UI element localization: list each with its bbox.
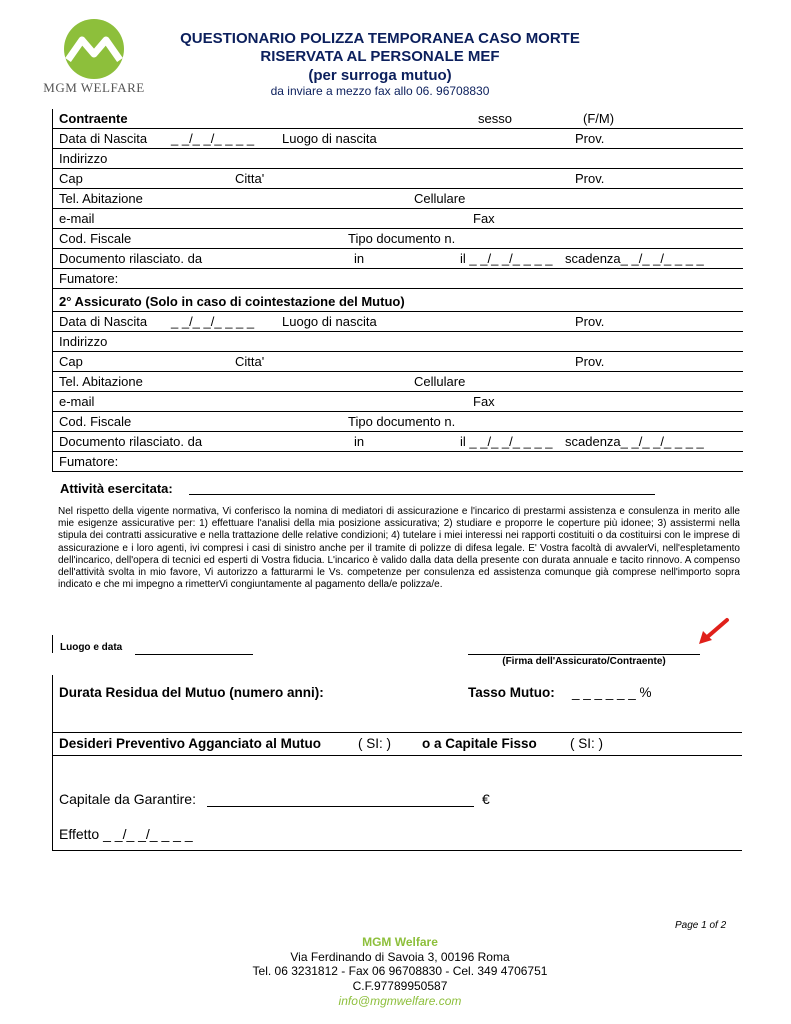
prov-label: Prov. xyxy=(575,354,605,369)
document-row xyxy=(53,249,743,269)
doc-date-field[interactable]: il _ _/_ _/_ _ _ _ xyxy=(460,251,553,266)
sesso-label: sesso xyxy=(478,111,512,126)
place-date-field[interactable] xyxy=(135,654,253,655)
address-label: Indirizzo xyxy=(59,151,108,166)
birth-row xyxy=(53,312,743,332)
expiry-field[interactable]: scadenza_ _/_ _/_ _ _ _ xyxy=(565,251,704,266)
email-row xyxy=(53,209,743,229)
home-phone-label: Tel. Abitazione xyxy=(59,191,143,206)
fiscal-code-label: Cod. Fiscale xyxy=(59,414,132,429)
fixed-capital-checkbox[interactable]: ( SI: ) xyxy=(570,736,603,751)
quote-label: Desideri Preventivo Agganciato al Mutuo xyxy=(59,736,322,751)
birth-date-label: Data di Nascita xyxy=(59,131,148,146)
fiscal-code-label: Cod. Fiscale xyxy=(59,231,132,246)
footer-cf: C.F.97789950587 xyxy=(352,979,448,993)
city-row xyxy=(53,169,743,189)
birth-date-field[interactable]: _ _/_ _/_ _ _ _ xyxy=(171,131,255,146)
doc-in-label: in xyxy=(354,434,365,449)
email-label: e-mail xyxy=(59,211,95,226)
linked-quote-checkbox[interactable]: ( SI: ) xyxy=(358,736,391,751)
fax-instructions: da inviare a mezzo fax allo 06. 96708830 xyxy=(270,84,490,98)
contraente-header-row xyxy=(53,109,743,129)
insured2-header-row xyxy=(53,289,743,312)
capital-label: Capitale da Garantire: xyxy=(59,791,196,807)
rate-label: Tasso Mutuo: xyxy=(468,685,555,700)
signature-field[interactable] xyxy=(468,654,700,655)
address-label: Indirizzo xyxy=(59,334,108,349)
mortgage-duration-label: Durata Residua del Mutuo (numero anni): xyxy=(59,685,324,700)
page-number: Page 1 of 2 xyxy=(675,920,727,931)
activity-field[interactable] xyxy=(189,494,655,495)
mobile-label: Cellulare xyxy=(414,374,466,389)
birth-place-label: Luogo di nascita xyxy=(282,131,377,146)
cap-label: Cap xyxy=(59,171,83,186)
fixed-capital-label: o a Capitale Fisso xyxy=(422,736,537,751)
doc-type-label: Tipo documento n. xyxy=(348,231,456,246)
form-title-line3: (per surroga mutuo) xyxy=(308,67,452,84)
capital-field[interactable] xyxy=(207,806,474,807)
home-phone-label: Tel. Abitazione xyxy=(59,374,143,389)
sex-field[interactable]: (F/M) xyxy=(583,111,615,126)
mandate-paragraph: Nel rispetto della vigente normativa, Vi conferisco la nomina di mediatori di assicurazione e l'incarico di prestarmi assistenza e consulenza in merito alle mie esigenze assicurative per: 1) effettuare l'analisi della mia posizione assicurativa; 2) studiare e proporre le coperture più idonee; 3) assistermi nella stipula dei contratti assicurative e nella trattazione delle relative condizioni; 4) tutelare i miei interessi nei rapporti costituiti o da costituirsi con le imprese di assicurazione e i loro agenti, ivi compresi i casi di sinistro anche per il tramite di polizze di difesa legale. E' Vostra facoltà di avvalerVi, nell'espletamento dell'incarico, dell'opera di tecnici ed esperti di Vostra fiducia. L'incarico è valido dalla data della presente con durata annuale e tacito rinnovo. A compenso dell'attività svolta in mio favore, Vi autorizzo a fatturarmi le Vs. competenze per consulenza ed assistenza comunque già comprese nell'importo sopra indicato e che mi impegno a rimetterVi congiuntamente al pagamento della/e polizza/e. xyxy=(58,506,740,591)
arrow-icon xyxy=(697,617,731,650)
footer-email[interactable]: info@mgmwelfare.com xyxy=(338,994,462,1008)
city-label: Citta' xyxy=(235,354,265,369)
form-title-line2: RISERVATA AL PERSONALE MEF xyxy=(260,48,500,65)
footer-company: MGM Welfare xyxy=(362,935,438,949)
footer-phones: Tel. 06 3231812 - Fax 06 96708830 - Cel. 349 4706751 xyxy=(252,964,548,978)
city-label: Citta' xyxy=(235,171,265,186)
divider xyxy=(52,755,742,756)
address-row xyxy=(53,332,743,352)
divider xyxy=(52,732,742,733)
prov-label: Prov. xyxy=(575,171,605,186)
smoker-label: Fumatore: xyxy=(59,454,119,469)
euro-symbol: € xyxy=(482,791,490,807)
footer-address: Via Ferdinando di Savoia 3, 00196 Roma xyxy=(290,950,510,964)
mortgage-section xyxy=(52,675,743,851)
personal-data-form xyxy=(52,109,743,472)
smoker-label: Fumatore: xyxy=(59,271,119,286)
form-title: QUESTIONARIO POLIZZA TEMPORANEA CASO MORTE xyxy=(180,30,580,47)
fax-label: Fax xyxy=(473,394,495,409)
place-date-label: Luogo e data xyxy=(60,642,123,653)
smoker-row xyxy=(53,269,743,289)
cap-label: Cap xyxy=(59,354,83,369)
birth-place-label: Luogo di nascita xyxy=(282,314,377,329)
rate-field[interactable]: _ _ _ _ _ _ % xyxy=(572,685,652,700)
fiscal-row xyxy=(53,412,743,432)
divider xyxy=(52,850,742,851)
birth-row xyxy=(53,129,743,149)
doc-issued-label: Documento rilasciato. da xyxy=(59,251,203,266)
doc-type-label: Tipo documento n. xyxy=(348,414,456,429)
birth-date-field[interactable]: _ _/_ _/_ _ _ _ xyxy=(171,314,255,329)
email-row xyxy=(53,392,743,412)
fiscal-row xyxy=(53,229,743,249)
smoker-row xyxy=(53,452,743,472)
address-row xyxy=(53,149,743,169)
prov-label: Prov. xyxy=(575,131,605,146)
phone-row xyxy=(53,372,743,392)
phone-row xyxy=(53,189,743,209)
logo-text: MGM WELFARE xyxy=(43,80,145,95)
email-label: e-mail xyxy=(59,394,95,409)
city-row xyxy=(53,352,743,372)
insured2-heading: 2° Assicurato (Solo in caso di cointestazione del Mutuo) xyxy=(59,294,405,309)
signature-divider xyxy=(52,635,53,653)
activity-label: Attività esercitata: xyxy=(60,481,173,496)
document-row xyxy=(53,432,743,452)
signature-label: (Firma dell'Assicurato/Contraente) xyxy=(502,656,666,667)
mobile-label: Cellulare xyxy=(414,191,466,206)
birth-date-label: Data di Nascita xyxy=(59,314,148,329)
fax-label: Fax xyxy=(473,211,495,226)
doc-date-field[interactable]: il _ _/_ _/_ _ _ _ xyxy=(460,434,553,449)
effective-date-field[interactable]: Effetto _ _/_ _/_ _ _ _ xyxy=(59,826,193,842)
doc-issued-label: Documento rilasciato. da xyxy=(59,434,203,449)
doc-in-label: in xyxy=(354,251,365,266)
prov-label: Prov. xyxy=(575,314,605,329)
expiry-field[interactable]: scadenza_ _/_ _/_ _ _ _ xyxy=(565,434,704,449)
contraente-heading: Contraente xyxy=(59,111,128,126)
